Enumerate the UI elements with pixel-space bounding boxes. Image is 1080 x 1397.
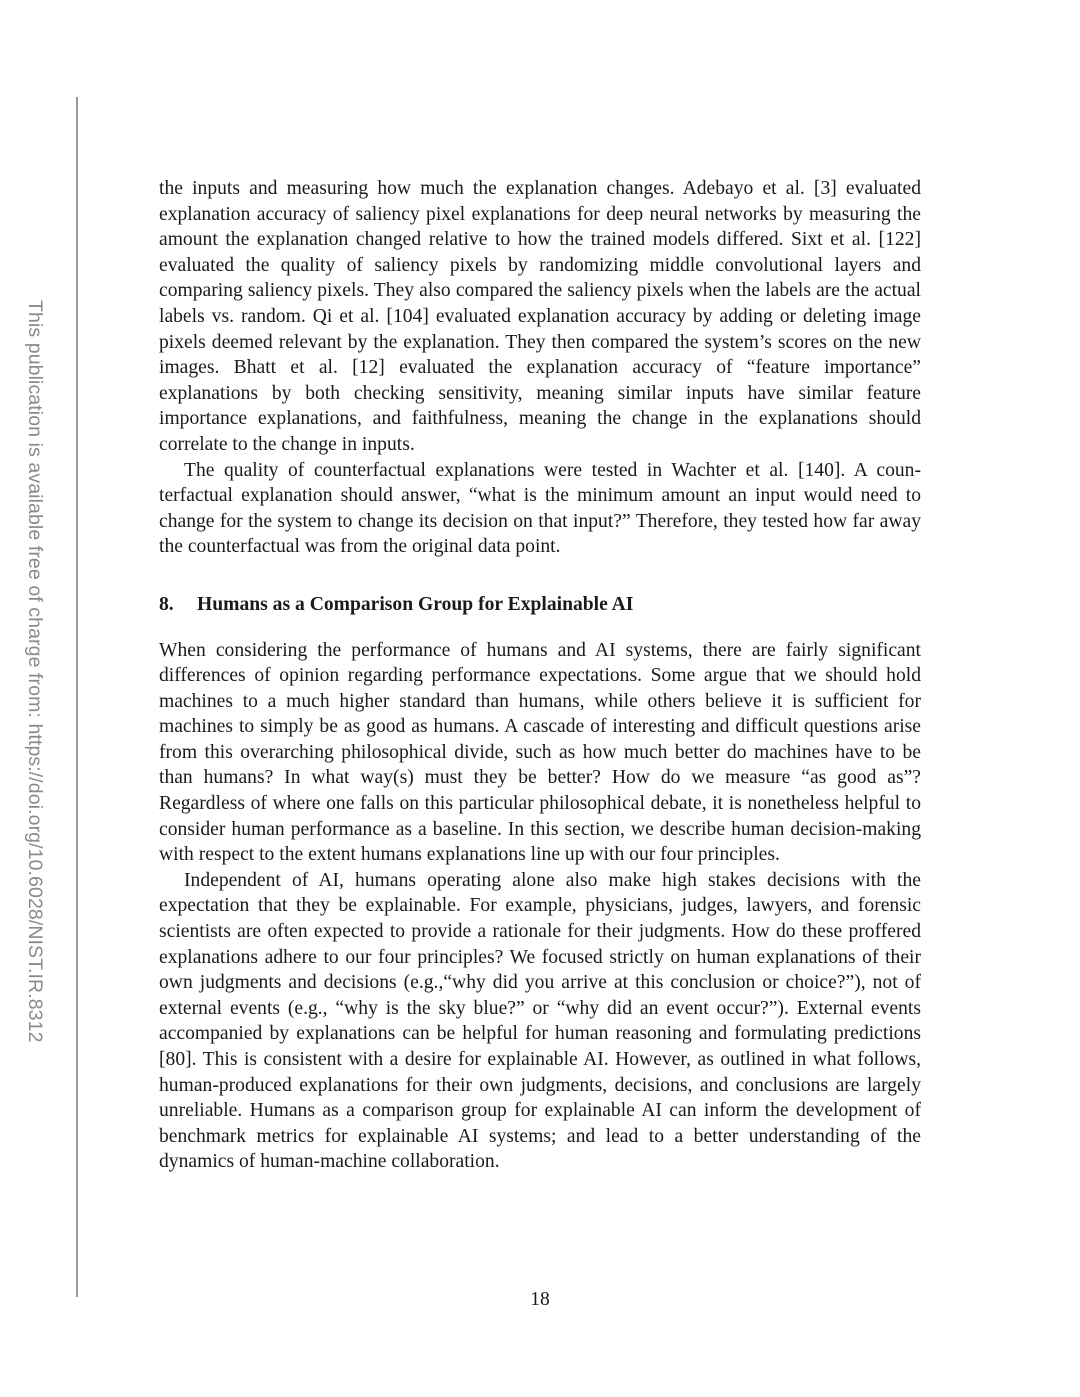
section-title: Humans as a Comparison Group for Explainable AI (197, 593, 634, 615)
paragraph-human-explanations: Independent of AI, humans operating alone also make high stakes decisions with the expectation that they be explainable. For example, physicians, judges, lawyers, and forensic scientists are often expected to provide a rationale for their judgments. How do these proffered explanations adhere to our four principles? We focused strictly on human explanations of their own judgments and decisions (e.g.,“why did you arrive at this conclusion or choice?”), not of external events (e.g., “why is the sky blue?” or “why did an event occur?”). External events accompanied by explanations can be helpful for human reasoning and formulating predictions [80]. This is consistent with a desire for explainable AI. However, as outlined in what follows, human-produced explanations for their own judgments, decisions, and conclusions are largely unreliable. Humans as a comparison group for explainable AI can inform the development of benchmark metrics for explainable AI systems; and lead to a better understanding of the dynamics of human-machine collaboration. (159, 869, 921, 1173)
paragraph-explanation-accuracy: the inputs and measuring how much the explanation changes. Adebayo et al. [3] evaluated explanation accuracy of saliency pixel explanations for deep neural networks by measuring the amount the explanation changed relative to how the trained models differed. Sixt et al. [122] evaluated the quality of saliency pixels by randomizing middle convolutional layers and comparing saliency pixels. They also compared the saliency pixels when the labels are the actual labels vs. random. Qi et al. [104] evaluated explanation accuracy by adding or deleting image pixels deemed relevant by the explanation. They then compared the system’s scores on the new images. Bhatt et al. [12] evaluated the explanation accuracy of “feature importance” explanations by both checking sensitivity, meaning similar inputs have similar feature importance explanations, and faithfulness, meaning the change in the explanations should correlate to the change in inputs. (159, 178, 921, 455)
paragraph-performance-expectations: When considering the performance of humans and AI systems, there are fairly significant differences of opinion regarding performance expectations. Some argue that we should hold machines to a much higher standard than humans, while others believe it is sufficient for machines to simply be as good as humans. A cascade of interesting and difficult questions arise from this overarching philosophical divide, such as how much better do machines have to be than humans? In what way(s) must they be better? How do we measure “as good as”? Regardless of where one falls on this particular philosophical debate, it is nonetheless helpful to consider human performance as a baseline. In this section, we describe human decision-making with respect to the extent humans explanations line up with our four principles. (159, 639, 921, 866)
section-number: 8. (159, 593, 174, 615)
availability-note-text: This publication is available free of charge from: https://doi.org/10.6028/NIST.IR.8312 (24, 300, 46, 1043)
page-body (159, 176, 921, 1175)
section-heading (159, 592, 921, 618)
page-number: 18 (530, 1289, 550, 1310)
margin-vertical-rule (76, 97, 78, 1297)
paragraph-counterfactual: The quality of counterfactual explanations were tested in Wachter et al. [140]. A counterfactual explanation should answer, “what is the minimum amount an input would need to change for the system to change its decision on that input?” Therefore, they tested how far away the counterfactual was from the original data point. (159, 459, 921, 558)
